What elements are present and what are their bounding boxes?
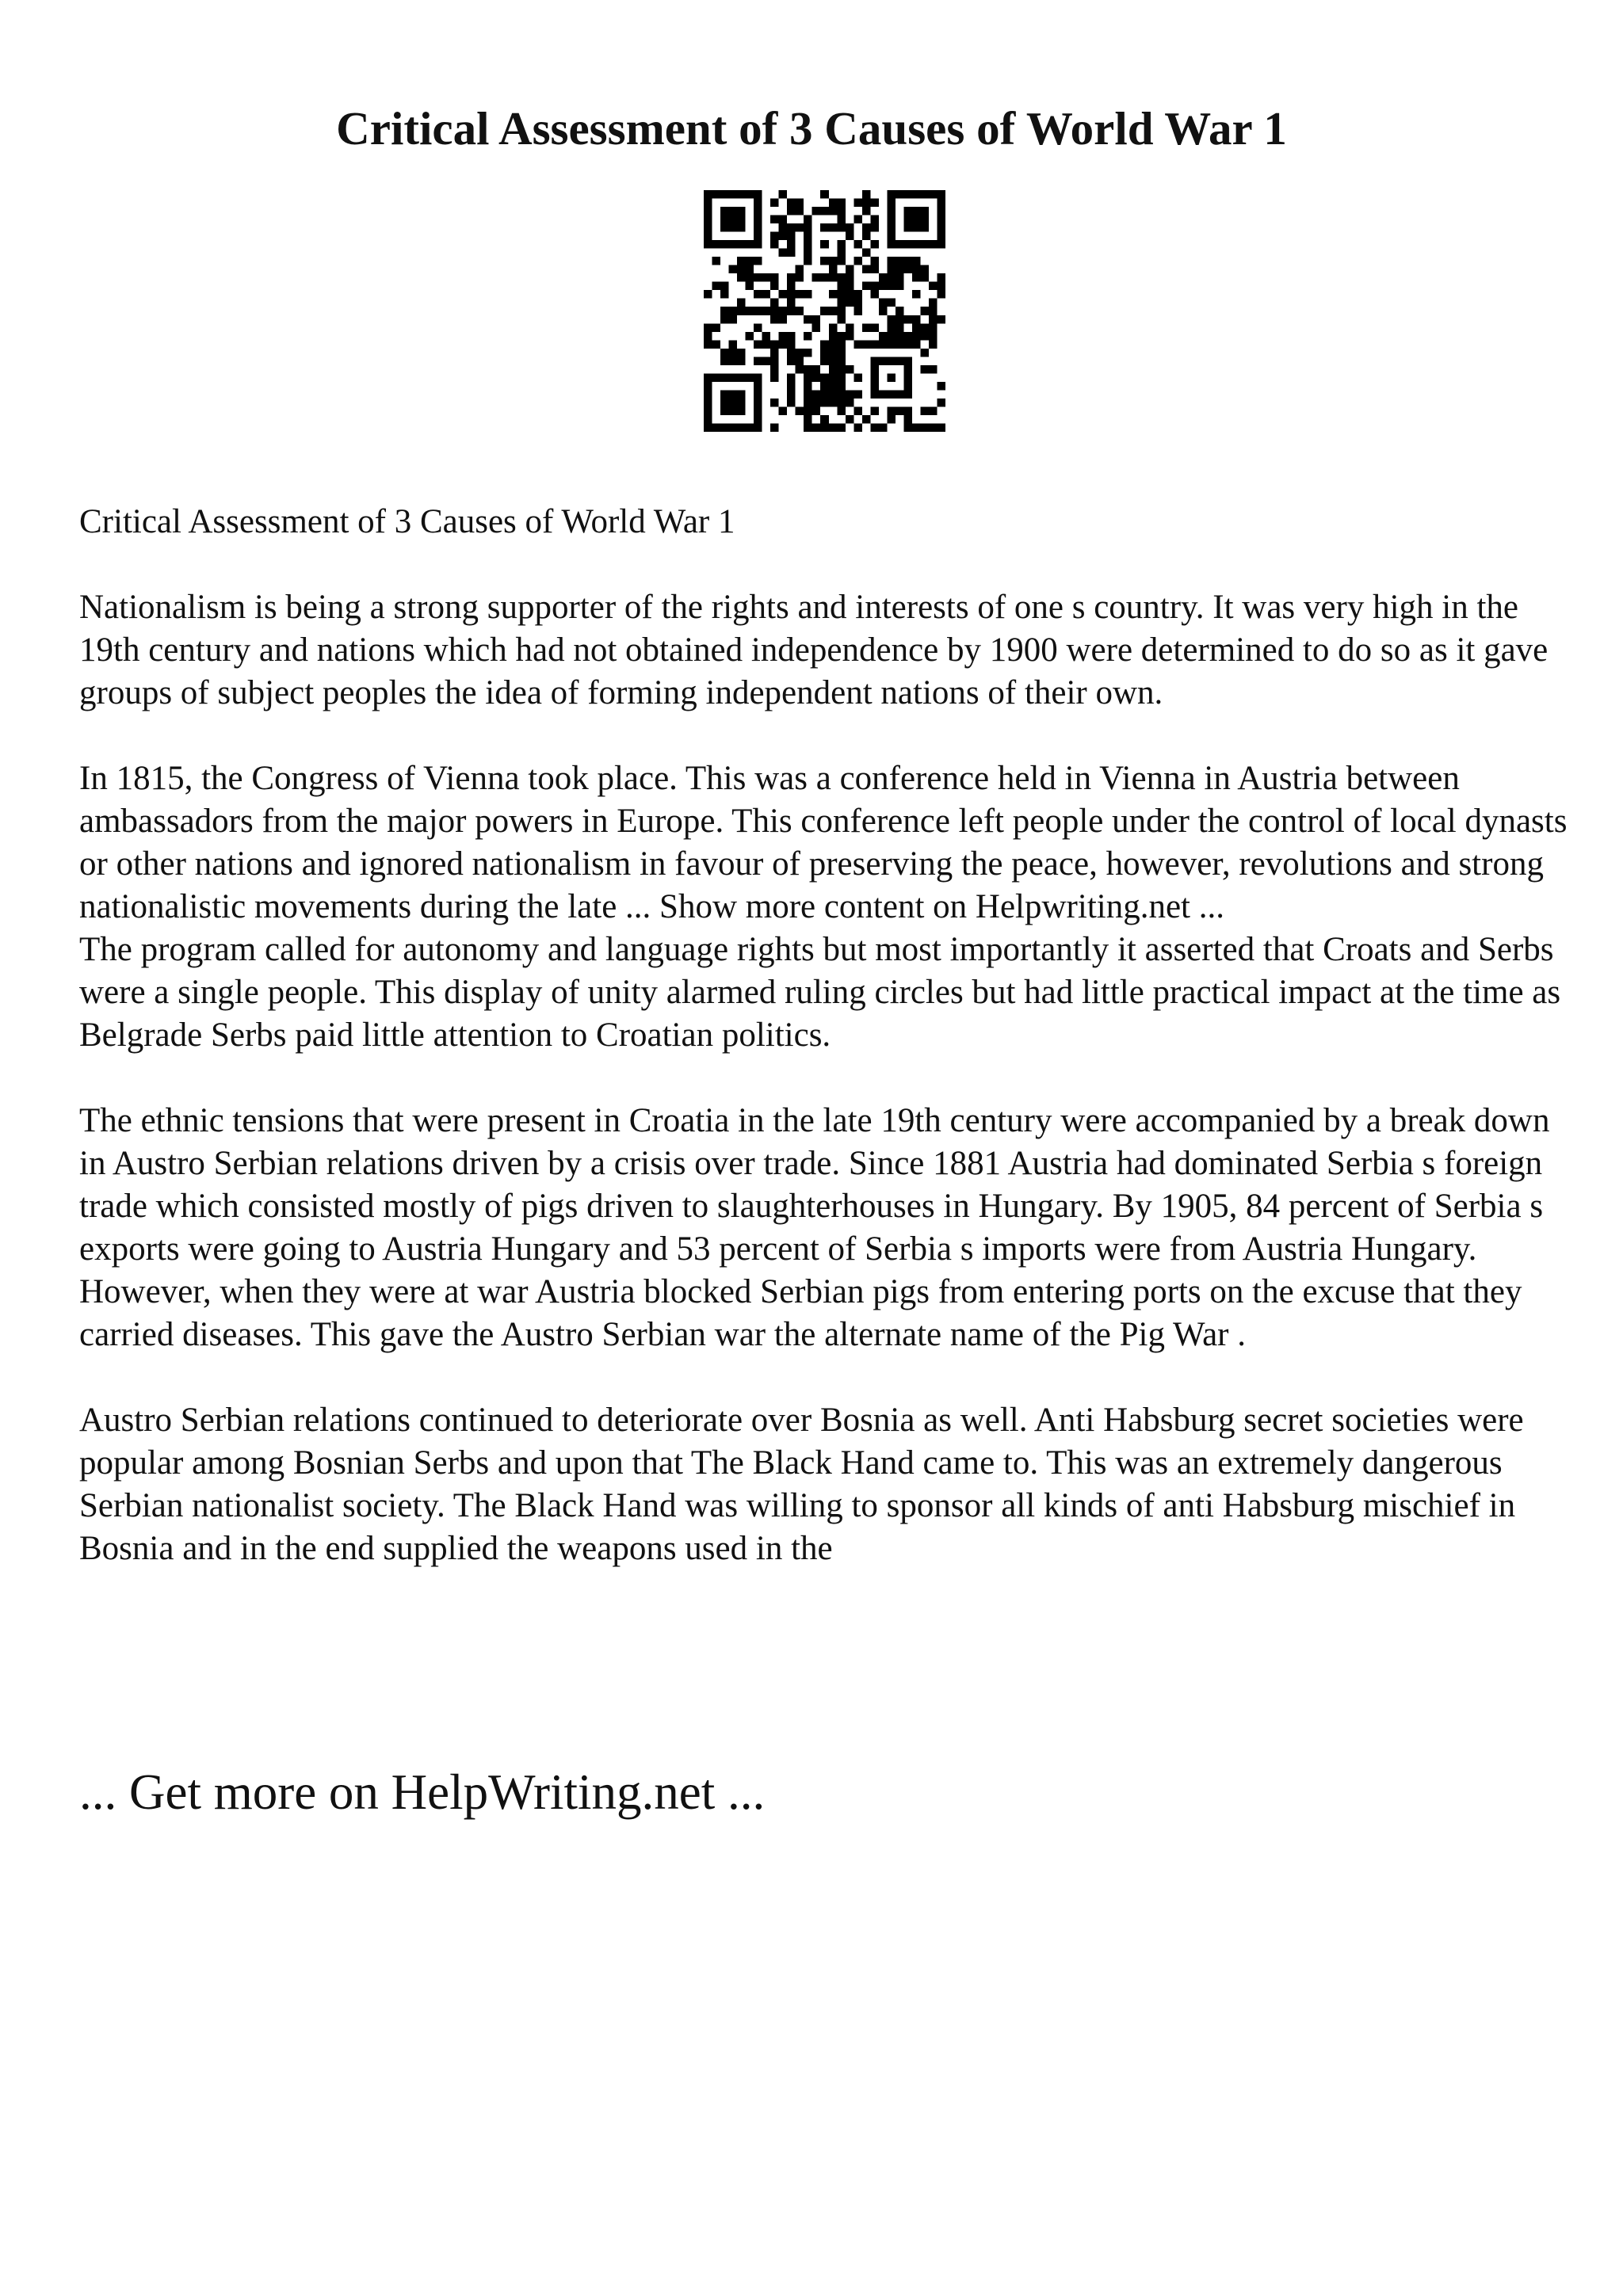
more-link-text[interactable]: ... Get more on HelpWriting.net ... — [79, 1764, 766, 1820]
document-body — [79, 501, 1569, 1570]
paragraph: The program called for autonomy and language rights but most importantly it asserted that Croats and Serbs were a single people. This display of unity alarmed ruling circles but had little practical impact at the time as Belgrade Serbs paid little attention to Croatian politics. — [79, 931, 1561, 1054]
paragraph: Austro Serbian relations continued to deteriorate over Bosnia as well. Anti Habsburg secret societies were popular among Bosnian Serbs and upon that The Black Hand came to. This was an extremely dangerous Serbian nationalist society. The Black Hand was willing to sponsor all kinds of anti Habsburg mischief in Bosnia and in the end supplied the weapons used in the — [79, 1402, 1524, 1567]
qr-code-image — [704, 190, 945, 432]
document-title: Critical Assessment of 3 Causes of World War 1 — [336, 102, 1287, 154]
document-subtitle: Critical Assessment of 3 Causes of World War 1 — [79, 503, 735, 540]
paragraph: The ethnic tensions that were present in Croatia in the late 19th century were accompanied by a break down in Austro Serbian relations driven by a crisis over trade. Since 1881 Austria had dominated Serbia s foreign trade which consisted mostly of pigs driven to slaughterhouses in Hungary. By 1905, 84 percent of Serbia s exports were going to Austria Hungary and 53 percent of Serbia s imports were from Austria Hungary. However, when they were at war Austria blocked Serbian pigs from entering ports on the excuse that they carried diseases. This gave the Austro Serbian war the alternate name of the Pig War . — [79, 1102, 1550, 1353]
paragraph: In 1815, the Congress of Vienna took place. This was a conference held in Vienna in Austria between ambassadors from the major powers in Europe. This conference left people under the control of local dynasts or other nations and ignored nationalism in favour of preserving the peace, however, revolutions and strong nationalistic movements during the late ... Show more content on Helpwriting.net ... — [79, 760, 1568, 925]
paragraph: Nationalism is being a strong supporter of the rights and interests of one s country. It was very high in the 19th century and nations which had not obtained independence by 1900 were determined to do so as it gave groups of subject peoples the idea of forming independent nations of their own. — [79, 589, 1549, 711]
qr-code-icon — [704, 190, 945, 432]
